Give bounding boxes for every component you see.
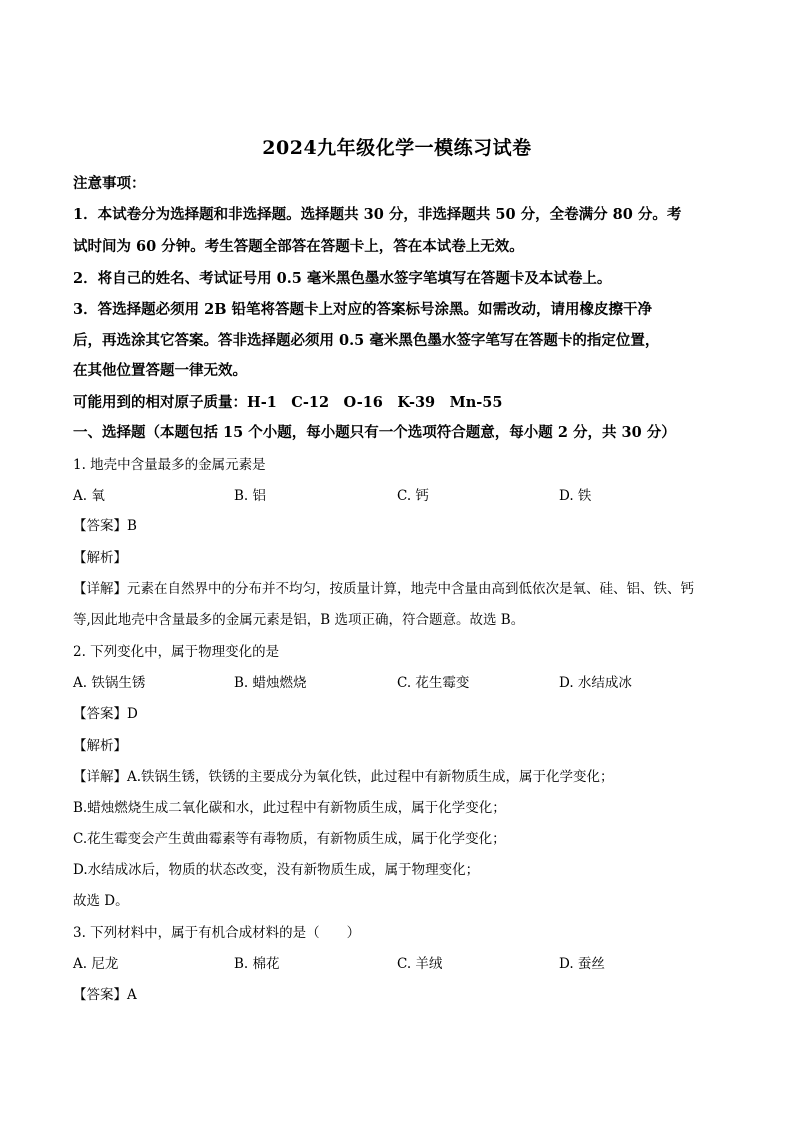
option-b: B. 棉花 — [234, 956, 280, 972]
option-c: C. 羊绒 — [397, 956, 443, 972]
detail-line: 【详解】元素在自然界中的分布并不均匀，按质量计算，地壳中含量由高到低依次是氧、硅、铝、铁、钙 — [73, 581, 694, 597]
answer-label: 【答案】D — [73, 706, 138, 722]
option-b: B. 蜡烛燃烧 — [234, 675, 307, 691]
option-d: D. 铁 — [559, 488, 592, 504]
section-heading: 一、选择题（本题包括 15 个小题，每小题只有一个选项符合题意，每小题 2 分，共 30 分） — [73, 424, 676, 441]
detail-line: C.花生霉变会产生黄曲霉素等有毒物质，有新物质生成，属于化学变化； — [73, 831, 506, 847]
analysis-label: 【解析】 — [73, 550, 127, 566]
answer-label: 【答案】A — [73, 987, 137, 1003]
notes-line: 1．本试卷分为选择题和非选择题。选择题共 30 分，非选择题共 50 分，全卷满分 80 分。考 — [73, 206, 682, 223]
notes-heading: 注意事项： — [73, 175, 146, 192]
notes-line: 3．答选择题必须用 2B 铅笔将答题卡上对应的答案标号涂黑。如需改动，请用橡皮擦干净 — [73, 301, 653, 318]
analysis-label: 【解析】 — [73, 738, 127, 754]
question-stem: 1. 地壳中含量最多的金属元素是 — [73, 457, 266, 473]
question-stem: 2. 下列变化中，属于物理变化的是 — [73, 644, 280, 660]
notes-line: 2．将自己的姓名、考试证号用 0.5 毫米黑色墨水签字笔填写在答题卡及本试卷上。 — [73, 270, 612, 287]
option-d: D. 水结成冰 — [559, 675, 632, 691]
answer-label: 【答案】B — [73, 518, 137, 534]
detail-line: 【详解】A.铁锅生锈，铁锈的主要成分为氧化铁，此过程中有新物质生成，属于化学变化； — [73, 769, 614, 785]
notes-line: 试时间为 60 分钟。考生答题全部答在答题卡上，答在本试卷上无效。 — [73, 238, 524, 255]
detail-line: 等,因此地壳中含量最多的金属元素是铝，B 选项正确，符合题意。故选 B。 — [73, 612, 525, 628]
option-b: B. 铝 — [234, 488, 267, 504]
page-title: 2024九年级化学一模练习试卷 — [262, 137, 532, 159]
option-c: C. 花生霉变 — [397, 675, 470, 691]
atomic-mass-line: 可能用到的相对原子质量：H-1 C-12 O-16 K-39 Mn-55 — [73, 394, 503, 411]
notes-line: 后，再选涂其它答案。答非选择题必须用 0.5 毫米黑色墨水签字笔写在答题卡的指定位置， — [73, 332, 660, 349]
detail-line: D.水结成冰后，物质的状态改变，没有新物质生成，属于物理变化； — [73, 862, 480, 878]
question-stem: 3. 下列材料中，属于有机合成材料的是（ ） — [73, 925, 361, 941]
option-d: D. 蚕丝 — [559, 956, 605, 972]
detail-line: B.蜡烛燃烧生成二氧化碳和水，此过程中有新物质生成，属于化学变化； — [73, 800, 506, 816]
notes-line: 在其他位置答题一律无效。 — [73, 362, 247, 379]
detail-line: 故选 D。 — [73, 893, 129, 909]
option-a: A. 氧 — [73, 488, 105, 504]
option-a: A. 尼龙 — [73, 956, 119, 972]
option-c: C. 钙 — [397, 488, 429, 504]
option-a: A. 铁锅生锈 — [73, 675, 146, 691]
